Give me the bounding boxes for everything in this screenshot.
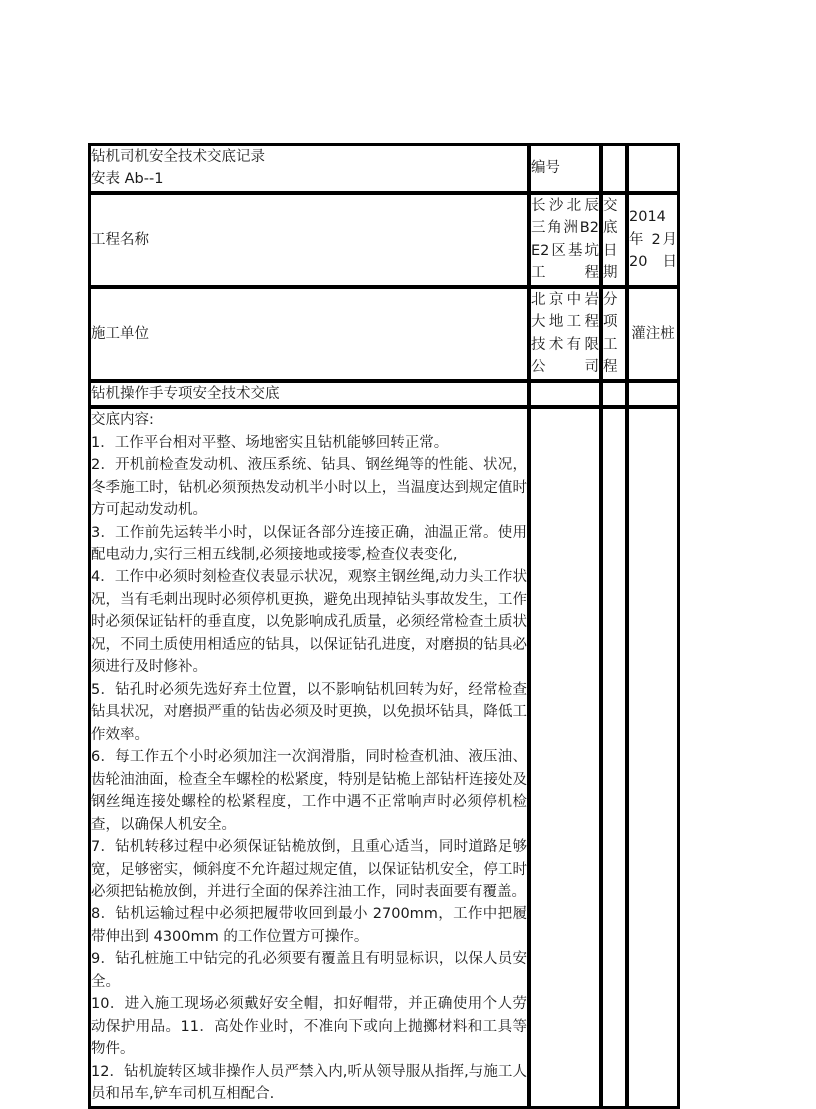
disclosure-date-label-cell: [602, 194, 626, 286]
content-item: 3．工作前先运转半小时，以保证各部分连接正确，油温正常。使用配电动力,实行三相五线制,必须接地或接零,检查仪表变化,: [91, 524, 527, 563]
project-name-value-cell[interactable]: [530, 194, 600, 286]
construction-unit-value: 北京中岩大地工程技术有限公司: [531, 291, 599, 376]
section-heading-cell: [90, 382, 528, 406]
project-name-label-cell: [90, 194, 528, 286]
section-blank-a-cell[interactable]: [530, 382, 600, 406]
disclosure-date-value-cell[interactable]: [628, 194, 678, 286]
number-extra-cell[interactable]: [628, 145, 678, 192]
content-item: 5．钻孔时必须先选好弃土位置，以不影响钻机回转为好，经常检查钻具状况，对磨损严重的钻齿必须及时更换，以免损坏钻具，降低工作效率。: [91, 681, 527, 743]
construction-unit-value-cell[interactable]: [530, 288, 600, 380]
sub-project-value: 灌注桩: [631, 325, 675, 342]
table-row-title: [90, 145, 678, 192]
sub-project-label-cell: [602, 288, 626, 380]
disclosure-date-label: 交底日期: [603, 197, 618, 282]
project-name-value: 长沙北辰三角洲B2E2区基坑工程: [531, 197, 599, 282]
document-form-code: 安表 Ab--1: [91, 171, 164, 188]
content-item: 6．每工作五个小时必须加注一次润滑脂，同时检查机油、液压油、齿轮油油面，检查全车螺栓的松紧度，特别是钻桅上部钻杆连接处及钢丝绳连接处螺栓的松紧程度，工作中遇不正常响声时必须停机检查，以确保人机安全。: [91, 749, 527, 833]
content-item: 8．钻机运输过程中必须把履带收回到最小 2700mm，工作中把履带伸出到 4300mm 的工作位置方可操作。: [91, 906, 527, 945]
content-blank-c-cell[interactable]: [628, 408, 678, 1107]
section-heading: 钻机操作手专项安全技术交底: [91, 385, 280, 402]
project-name-label: 工程名称: [91, 231, 149, 248]
construction-unit-label-cell: [90, 288, 528, 380]
table-row-project: [90, 194, 678, 286]
document-title: 钻机司机安全技术交底记录: [91, 149, 265, 165]
safety-disclosure-table: [88, 143, 680, 1109]
table-row-section-heading: [90, 382, 678, 406]
section-blank-c-cell[interactable]: [628, 382, 678, 406]
table-row-content: [90, 408, 678, 1107]
disclosure-content-cell: [90, 408, 528, 1107]
section-blank-b-cell[interactable]: [602, 382, 626, 406]
disclosure-date-value: 2014年 2月20日: [629, 209, 677, 271]
content-item: 12．钻机旋转区域非操作人员严禁入内,听从领导服从指挥,与施工人员和吊车,铲车司机互相配合.: [91, 1063, 527, 1103]
number-value-cell[interactable]: [602, 145, 626, 192]
content-blank-a-cell[interactable]: [530, 408, 600, 1107]
sub-project-value-cell[interactable]: [628, 288, 678, 380]
content-item: 9．钻孔桩施工中钻完的孔必须要有覆盖且有明显标识，以保人员安全。: [91, 951, 527, 990]
content-item-list: [91, 432, 527, 1106]
content-heading: 交底内容:: [91, 412, 154, 429]
table-row-unit: [90, 288, 678, 380]
construction-unit-label: 施工单位: [91, 325, 149, 342]
number-label-cell: [530, 145, 600, 192]
document-title-cell: [90, 145, 528, 192]
content-blank-b-cell[interactable]: [602, 408, 626, 1107]
content-item: 4．工作中必须时刻检查仪表显示状况，观察主钢丝绳,动力头工作状况，当有毛刺出现时必须停机更换，避免出现掉钻头事故发生，工作时必须保证钻杆的垂直度，以免影响成孔质量，必须经常检查土质状况，不同土质使用相适应的钻具，以保证钻孔进度，对磨损的钻具必须进行及时修补。: [91, 569, 527, 676]
sub-project-label: 分项工程: [603, 291, 618, 376]
content-item: 7．钻机转移过程中必须保证钻桅放倒，且重心适当，同时道路足够宽，足够密实，倾斜度不允许超过规定值，以保证钻机安全，停工时必须把钻桅放倒，并进行全面的保养注油工作，同时表面要有覆盖。: [91, 839, 527, 900]
content-item: 2．开机前检查发动机、液压系统、钻具、钢丝绳等的性能、状况，冬季施工时，钻机必须预热发动机半小时以上，当温度达到规定值时方可起动发动机。: [91, 457, 527, 519]
content-item: 10．进入施工现场必须戴好安全帽，扣好帽带，并正确使用个人劳动保护用品。11．高处作业时，不准向下或向上抛擲材料和工具等物件。: [91, 996, 527, 1058]
number-label: 编号: [531, 160, 560, 177]
content-item: 1．工作平台相对平整、场地密实且钻机能够回转正常。: [91, 434, 449, 451]
